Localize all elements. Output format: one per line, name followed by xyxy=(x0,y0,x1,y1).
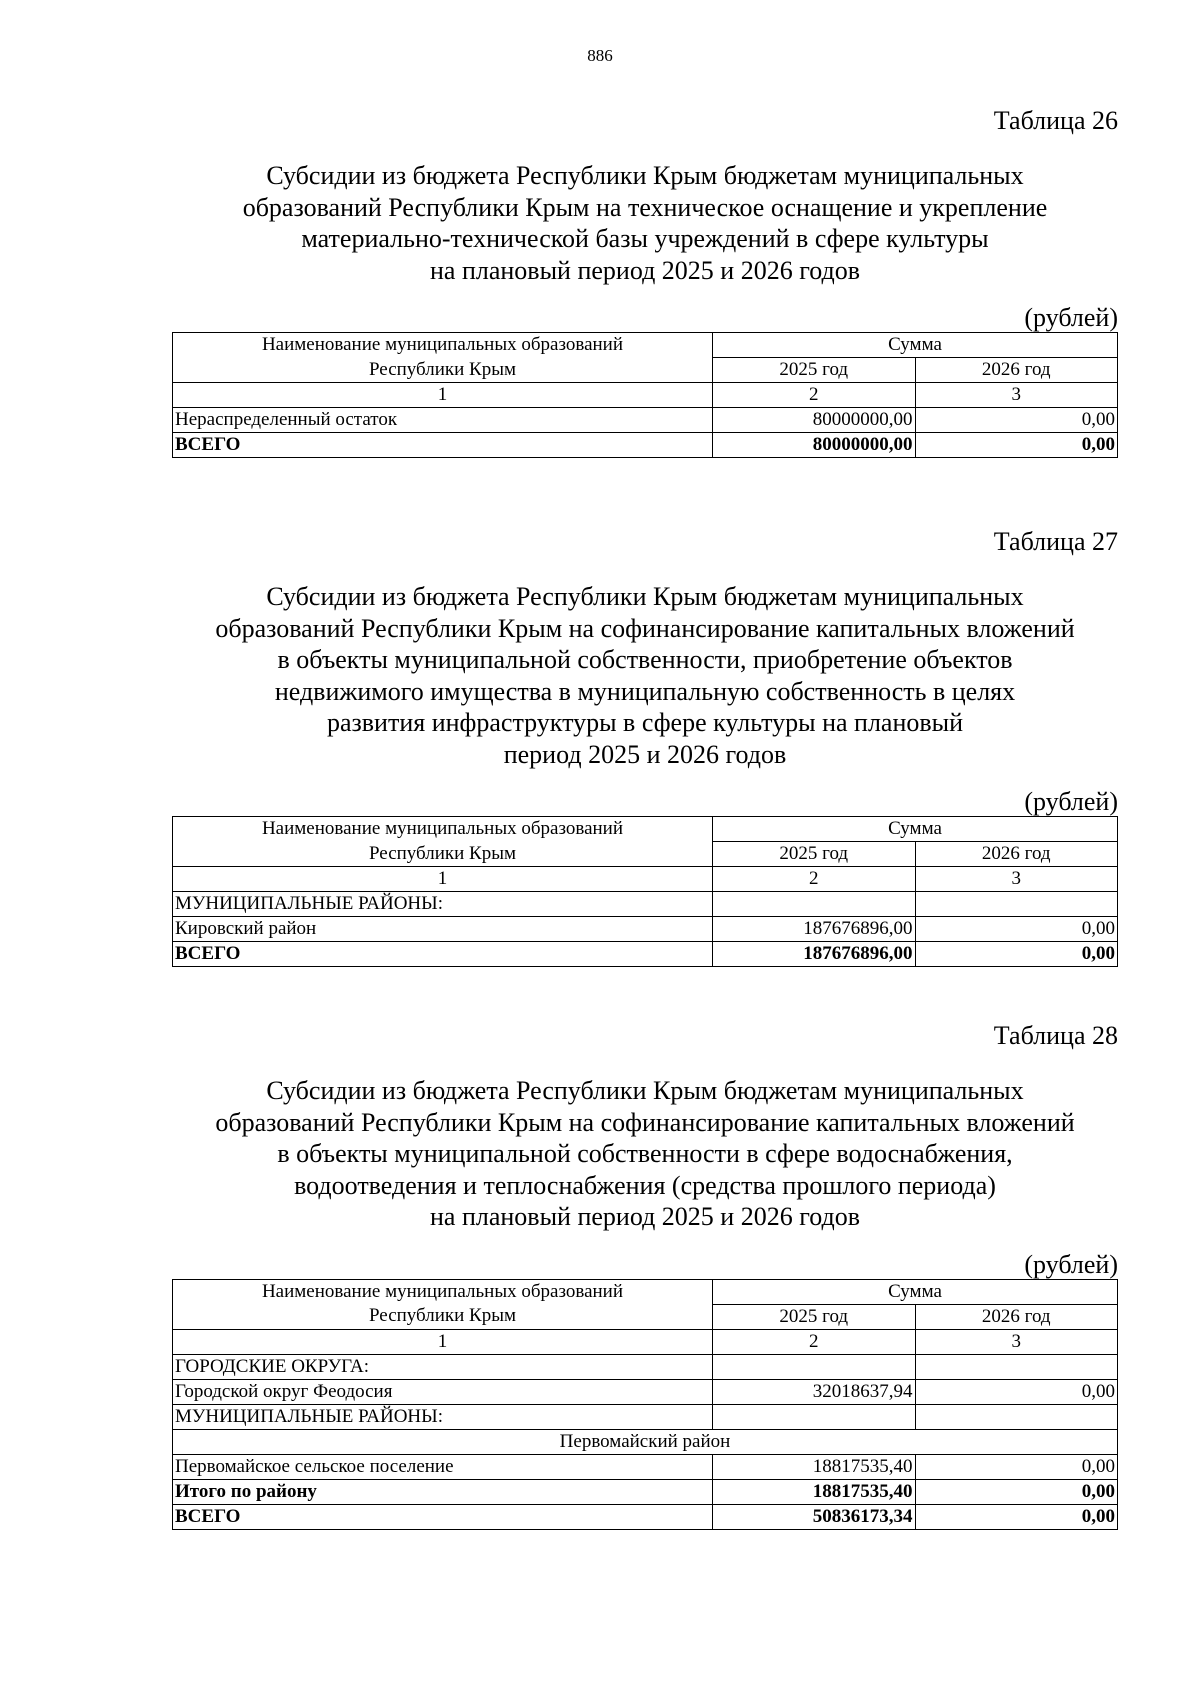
title-line: развития инфраструктуры в сфере культуры на плановый xyxy=(326,708,964,737)
table-title xyxy=(172,1075,1118,1233)
subtotal-row xyxy=(173,1479,1118,1504)
section-label: МУНИЦИПАЛЬНЫЕ РАЙОНЫ: xyxy=(173,892,713,917)
row-name: Нераспределенный остаток xyxy=(173,408,713,433)
total-label: ВСЕГО xyxy=(173,942,713,967)
header-name: Наименование муниципальных образований xyxy=(173,333,713,358)
header-year-2026: 2026 год xyxy=(915,842,1118,867)
title-line: водоотведения и теплоснабжения (средства прошлого периода) xyxy=(294,1170,996,1200)
table-27-block xyxy=(172,527,1118,967)
header-name: Республики Крым xyxy=(173,842,713,867)
column-number: 2 xyxy=(713,1329,916,1354)
units-label: (рублей) xyxy=(1024,1249,1118,1279)
column-number: 1 xyxy=(173,383,713,408)
table-title xyxy=(172,160,1118,286)
total-value-2025: 50836173,34 xyxy=(713,1504,916,1529)
page-number: 886 xyxy=(587,46,613,65)
column-number: 1 xyxy=(173,867,713,892)
table-row xyxy=(173,1454,1118,1479)
column-number: 3 xyxy=(915,1329,1118,1354)
row-value-2026: 0,00 xyxy=(915,1454,1118,1479)
section-label: ГОРОДСКИЕ ОКРУГА: xyxy=(173,1354,713,1379)
title-line: образований Республики Крым на софинансирование капитальных вложений xyxy=(215,613,1075,643)
table-row xyxy=(173,917,1118,942)
data-table xyxy=(172,332,1118,458)
table-row xyxy=(173,408,1118,433)
total-value-2026: 0,00 xyxy=(915,433,1118,458)
units-label: (рублей) xyxy=(1024,303,1118,332)
section-label: МУНИЦИПАЛЬНЫЕ РАЙОНЫ: xyxy=(173,1404,713,1429)
table-26-block xyxy=(172,106,1118,458)
row-value-2026: 0,00 xyxy=(915,917,1118,942)
total-row xyxy=(173,1504,1118,1529)
total-value-2025: 187676896,00 xyxy=(713,942,916,967)
header-name: Наименование муниципальных образований xyxy=(173,817,713,842)
header-sum: Сумма xyxy=(713,333,1118,358)
title-line: образований Республики Крым на техническое оснащение и укрепление xyxy=(242,192,1048,222)
district-row xyxy=(173,1429,1118,1454)
row-value-2025: 80000000,00 xyxy=(713,408,916,433)
title-line: Субсидии из бюджета Республики Крым бюджетам муниципальных xyxy=(266,161,1024,190)
header-year-2026: 2026 год xyxy=(915,358,1118,383)
section-row xyxy=(173,892,1118,917)
title-line: в объекты муниципальной собственности в сфере водоснабжения, xyxy=(277,1139,1013,1168)
subtotal-value-2026: 0,00 xyxy=(915,1479,1118,1504)
total-label: ВСЕГО xyxy=(173,1504,713,1529)
row-name: Первомайское сельское поселение xyxy=(173,1454,713,1479)
row-value-2026: 0,00 xyxy=(915,408,1118,433)
total-value-2026: 0,00 xyxy=(915,1504,1118,1529)
column-number: 3 xyxy=(915,383,1118,408)
header-sum: Сумма xyxy=(713,817,1118,842)
data-table xyxy=(172,1279,1118,1530)
title-line: образований Республики Крым на софинансирование капитальных вложений xyxy=(215,1107,1075,1137)
header-name: Республики Крым xyxy=(173,1304,713,1329)
header-name: Наименование муниципальных образований xyxy=(173,1279,713,1304)
total-value-2026: 0,00 xyxy=(915,942,1118,967)
column-number: 2 xyxy=(713,867,916,892)
title-line: Субсидии из бюджета Республики Крым бюджетам муниципальных xyxy=(266,1076,1024,1105)
total-row xyxy=(173,942,1118,967)
table-row xyxy=(173,1379,1118,1404)
column-number: 2 xyxy=(713,383,916,408)
row-name: Городской округ Феодосия xyxy=(173,1379,713,1404)
table-label: Таблица 27 xyxy=(993,527,1118,556)
units-label: (рублей) xyxy=(1024,787,1118,816)
title-line: на плановый период 2025 и 2026 годов xyxy=(430,255,860,285)
row-value-2026: 0,00 xyxy=(915,1379,1118,1404)
subtotal-value-2025: 18817535,40 xyxy=(713,1479,916,1504)
header-year-2025: 2025 год xyxy=(713,1304,916,1329)
subtotal-label: Итого по району xyxy=(173,1479,713,1504)
header-year-2026: 2026 год xyxy=(915,1304,1118,1329)
title-line: материально-технической базы учреждений в сфере культуры xyxy=(301,224,989,253)
column-number: 1 xyxy=(173,1329,713,1354)
row-value-2025: 187676896,00 xyxy=(713,917,916,942)
data-table xyxy=(172,816,1118,967)
row-value-2025: 32018637,94 xyxy=(713,1379,916,1404)
total-row xyxy=(173,433,1118,458)
title-line: Субсидии из бюджета Республики Крым бюджетам муниципальных xyxy=(266,582,1024,611)
table-label: Таблица 28 xyxy=(993,1021,1118,1050)
section-row xyxy=(173,1404,1118,1429)
row-name: Кировский район xyxy=(173,917,713,942)
title-line: период 2025 и 2026 годов xyxy=(503,739,787,769)
column-number: 3 xyxy=(915,867,1118,892)
header-name: Республики Крым xyxy=(173,358,713,383)
header-year-2025: 2025 год xyxy=(713,358,916,383)
total-value-2025: 80000000,00 xyxy=(713,433,916,458)
total-label: ВСЕГО xyxy=(173,433,713,458)
title-line: на плановый период 2025 и 2026 годов xyxy=(430,1202,860,1231)
district-label: Первомайский район xyxy=(173,1429,1118,1454)
header-year-2025: 2025 год xyxy=(713,842,916,867)
title-line: недвижимого имущества в муниципальную собственность в целях xyxy=(274,676,1016,706)
table-title xyxy=(172,581,1118,770)
header-sum: Сумма xyxy=(713,1279,1118,1304)
section-row xyxy=(173,1354,1118,1379)
title-line: в объекты муниципальной собственности, приобретение объектов xyxy=(277,645,1013,674)
table-label: Таблица 26 xyxy=(993,106,1118,135)
row-value-2025: 18817535,40 xyxy=(713,1454,916,1479)
table-28-block xyxy=(172,1021,1118,1530)
